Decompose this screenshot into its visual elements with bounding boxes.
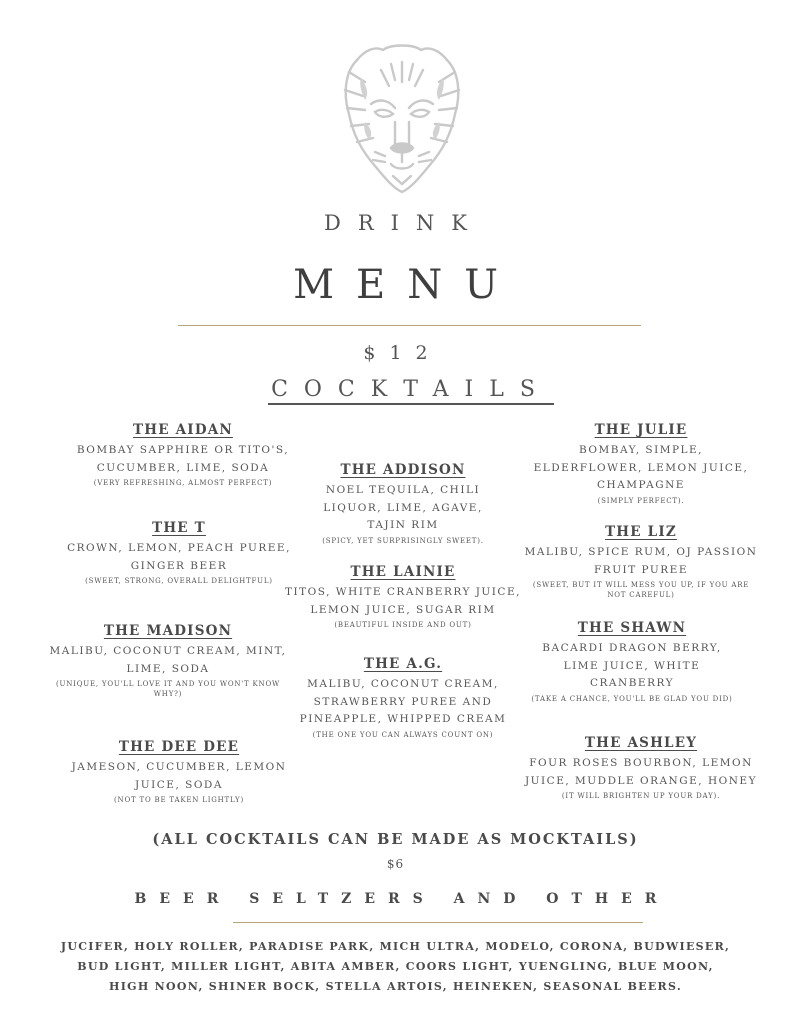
drink-item <box>516 523 766 600</box>
drink-name: THE ASHLEY <box>584 735 698 751</box>
drink-note: (UNIQUE, YOU'LL LOVE IT AND YOU WON'T KNOW WHY?) <box>55 680 280 698</box>
drink-ingredients: MALIBU, SPICE RUM, OJ PASSION FRUIT PUREE <box>524 546 758 576</box>
drink-item <box>59 519 299 586</box>
drink-name: THE DEE DEE <box>118 739 240 755</box>
cocktail-price: $12 <box>363 342 442 364</box>
drink-ingredients: BOMBAY, SIMPLE, ELDERFLOWER, LEMON JUICE, CHAMPAGNE <box>533 444 749 491</box>
drink-ingredients: MALIBU, COCONUT CREAM, MINT, LIME, SODA <box>49 645 287 675</box>
drink-note: (NOT TO BE TAKEN LIGHTLY) <box>114 796 244 804</box>
tiger-head-icon <box>335 42 470 194</box>
drink-ingredients: BOMBAY SAPPHIRE OR TITO'S, CUCUMBER, LIME, SODA <box>76 444 290 474</box>
drink-note: (SWEET, BUT IT WILL MESS YOU UP, IF YOU ARE NOT CAREFUL) <box>532 581 750 599</box>
drink-name: THE MADISON <box>103 623 233 639</box>
drink-note: (SIMPLY PERFECT). <box>597 496 685 505</box>
drink-item <box>512 619 752 704</box>
drink-ingredients: MALIBU, COCONUT CREAM, STRAWBERRY PUREE AND PINEAPPLE, WHIPPED CREAM <box>299 678 507 725</box>
drink-item <box>63 421 303 488</box>
drink-note: (BEAUTIFUL INSIDE AND OUT) <box>334 621 472 629</box>
drink-ingredients: TITOS, WHITE CRANBERRY JUICE, LEMON JUICE, SUGAR RIM <box>285 586 521 616</box>
drink-note: (SWEET, STRONG, OVERALL DELIGHTFUL) <box>85 577 273 585</box>
drink-ingredients: CROWN, LEMON, PEACH PUREE, GINGER BEER <box>67 542 291 572</box>
drink-name: THE LIZ <box>605 524 677 540</box>
header-drink: DRINK <box>323 211 484 235</box>
drink-ingredients: FOUR ROSES BOURBON, LEMON JUICE, MUDDLE ORANGE, HONEY <box>524 757 758 787</box>
drink-note: (SPICY, YET SURPRISINGLY SWEET). <box>322 536 484 545</box>
drink-name: THE ADDISON <box>340 462 466 478</box>
beer-list: JUCIFER, HOLY ROLLER, PARADISE PARK, MICH ULTRA, MODELO, CORONA, BUDWIESER, BUD LIGHT, MILLER LIGHT, ABITA AMBER, COORS LIGHT, YUENGLING, BLUE MOON, HIGH NOON, SHINER BOCK, STELLA ARTOIS, HEINEKEN, SEASONAL BEERS. <box>60 940 731 993</box>
drink-item <box>283 655 523 740</box>
drink-name: THE SHAWN <box>577 620 687 636</box>
divider-top <box>178 325 641 326</box>
drink-item <box>521 421 761 506</box>
beer-section-title: BEER SELTZERS AND OTHER <box>134 891 670 907</box>
drink-name: THE A.G. <box>363 656 443 672</box>
drink-note: (THE ONE YOU CAN ALWAYS COUNT ON) <box>312 730 494 739</box>
drink-name: THE JULIE <box>594 422 688 438</box>
drink-note: (TAKE A CHANCE, YOU'LL BE GLAD YOU DID) <box>531 694 733 703</box>
drink-item <box>59 738 299 805</box>
drink-item <box>283 461 523 546</box>
drink-name: THE T <box>152 520 206 536</box>
divider-beer <box>233 922 643 923</box>
drink-name: THE AIDAN <box>133 422 233 438</box>
mocktail-price: $6 <box>386 857 405 871</box>
mocktail-note: (ALL COCKTAILS CAN BE MADE AS MOCKTAILS) <box>152 831 639 848</box>
drink-ingredients: JAMESON, CUCUMBER, LEMON JUICE, SODA <box>71 761 287 791</box>
drink-note: (IT WILL BRIGHTEN UP YOUR DAY). <box>561 792 721 800</box>
drink-ingredients: NOEL TEQUILA, CHILI LIQUOR, LIME, AGAVE, TAJIN RIM <box>323 484 483 531</box>
drink-name: THE LAINIE <box>350 564 456 580</box>
drink-item <box>283 563 523 630</box>
drink-item <box>521 734 761 801</box>
cocktails-title: COCKTAILS <box>268 377 554 405</box>
drink-ingredients: BACARDI DRAGON BERRY, LIME JUICE, WHITE CRANBERRY <box>542 642 722 689</box>
drink-note: (VERY REFRESHING, ALMOST PERFECT) <box>93 479 273 487</box>
header-menu: MENU <box>293 262 520 308</box>
drink-item <box>48 622 288 699</box>
